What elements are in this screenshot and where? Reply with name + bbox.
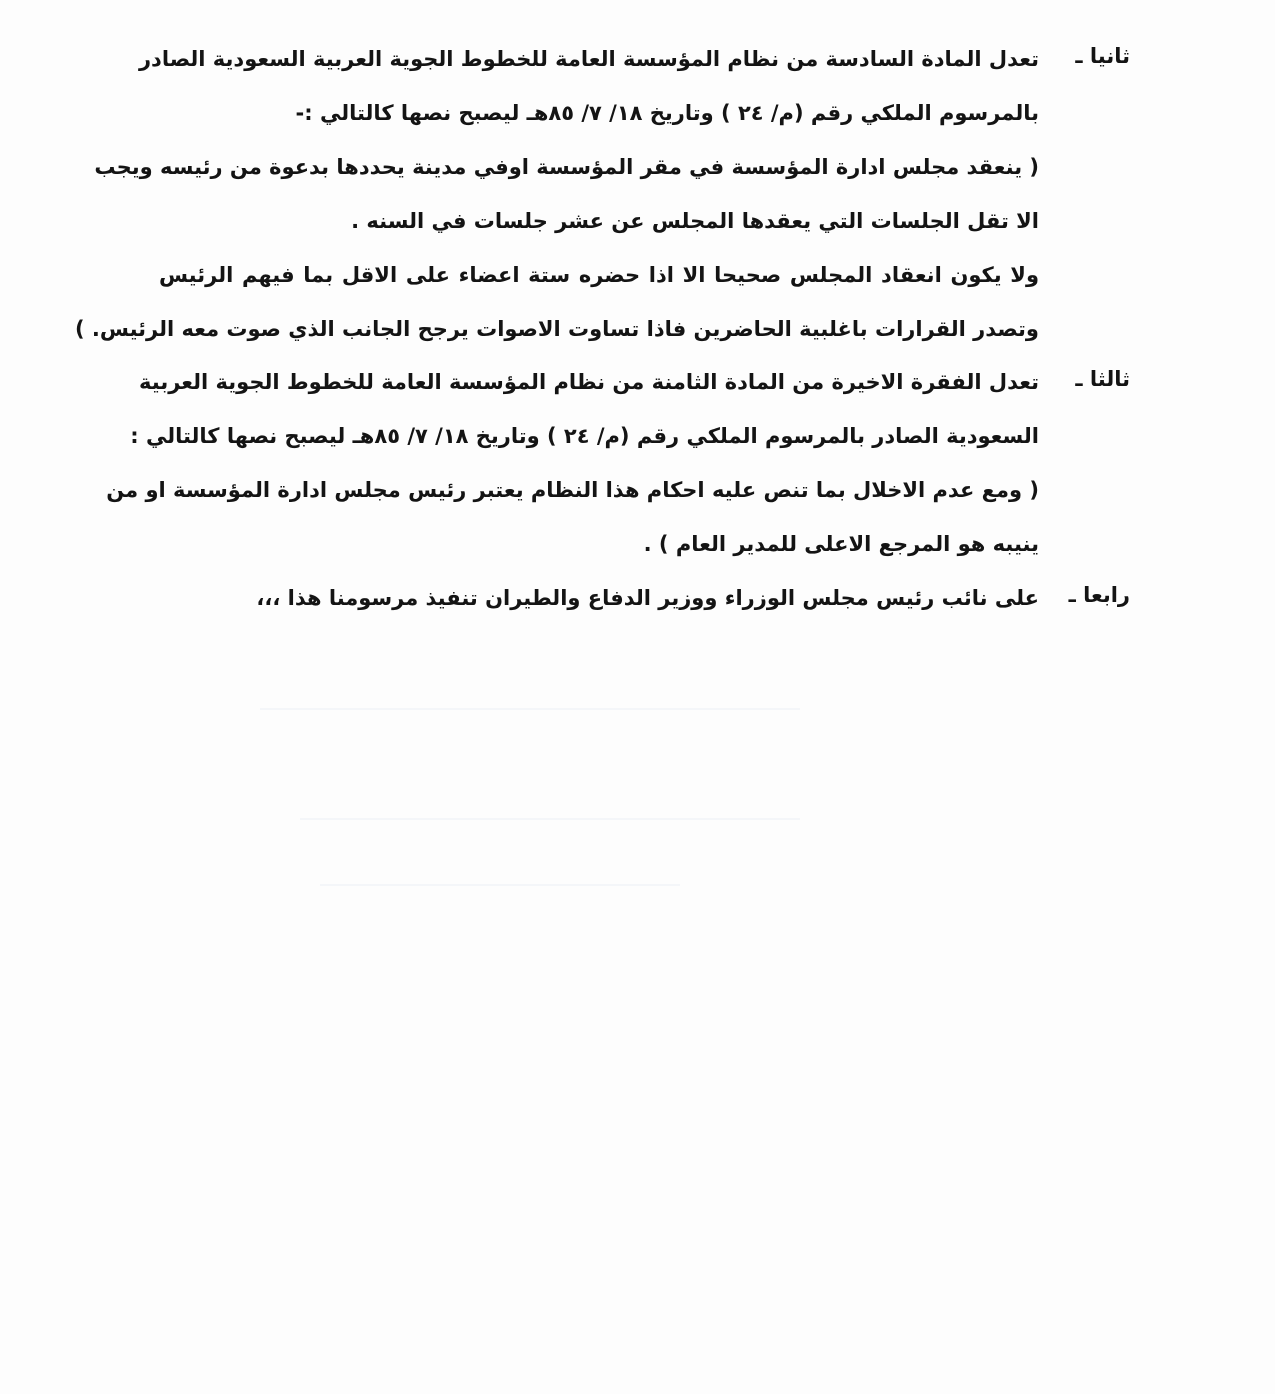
- text-line: بالمرسوم الملكي رقم (م/ ٢٤ ) وتاريخ ١٨/ ٧/ ٨٥هـ ليصبح نصها كالتالي :-: [295, 101, 1039, 125]
- section-label: ثالثا ـ: [1075, 367, 1130, 391]
- text-line: ولا يكون انعقاد المجلس صحيحا الا اذا حضره ستة اعضاء على الاقل بما فيهم الرئيس: [159, 263, 1039, 287]
- text-line: على نائب رئيس مجلس الوزراء ووزير الدفاع والطيران تنفيذ مرسومنا هذا ،،،: [256, 586, 1039, 610]
- text-line: تعدل المادة السادسة من نظام المؤسسة العامة للخطوط الجوية العربية السعودية الصادر: [138, 47, 1039, 71]
- text-line: ينيبه هو المرجع الاعلى للمدير العام ) .: [643, 532, 1039, 556]
- text-line: ( ينعقد مجلس ادارة المؤسسة في مقر المؤسسة اوفي مدينة يحددها بدعوة من رئيسه ويجب: [94, 155, 1039, 179]
- scan-artifact: [260, 708, 800, 710]
- section-label: رابعا ـ: [1068, 583, 1130, 607]
- scan-artifact: [300, 818, 800, 820]
- scan-artifact: [320, 884, 680, 886]
- text-line: السعودية الصادر بالمرسوم الملكي رقم (م/ ٢٤ ) وتاريخ ١٨/ ٧/ ٨٥هـ ليصبح نصها كالتالي :: [130, 424, 1039, 448]
- text-line: تعدل الفقرة الاخيرة من المادة الثامنة من نظام المؤسسة العامة للخطوط الجوية العربية: [139, 370, 1039, 394]
- text-line: وتصدر القرارات باغلبية الحاضرين فاذا تساوت الاصوات يرجح الجانب الذي صوت معه الرئيس. ): [75, 317, 1039, 341]
- text-line: ( ومع عدم الاخلال بما تنص عليه احكام هذا النظام يعتبر رئيس مجلس ادارة المؤسسة او من: [106, 478, 1039, 502]
- section-label: ثانيا ـ: [1075, 44, 1130, 68]
- text-line: الا تقل الجلسات التي يعقدها المجلس عن عشر جلسات في السنه .: [351, 209, 1039, 233]
